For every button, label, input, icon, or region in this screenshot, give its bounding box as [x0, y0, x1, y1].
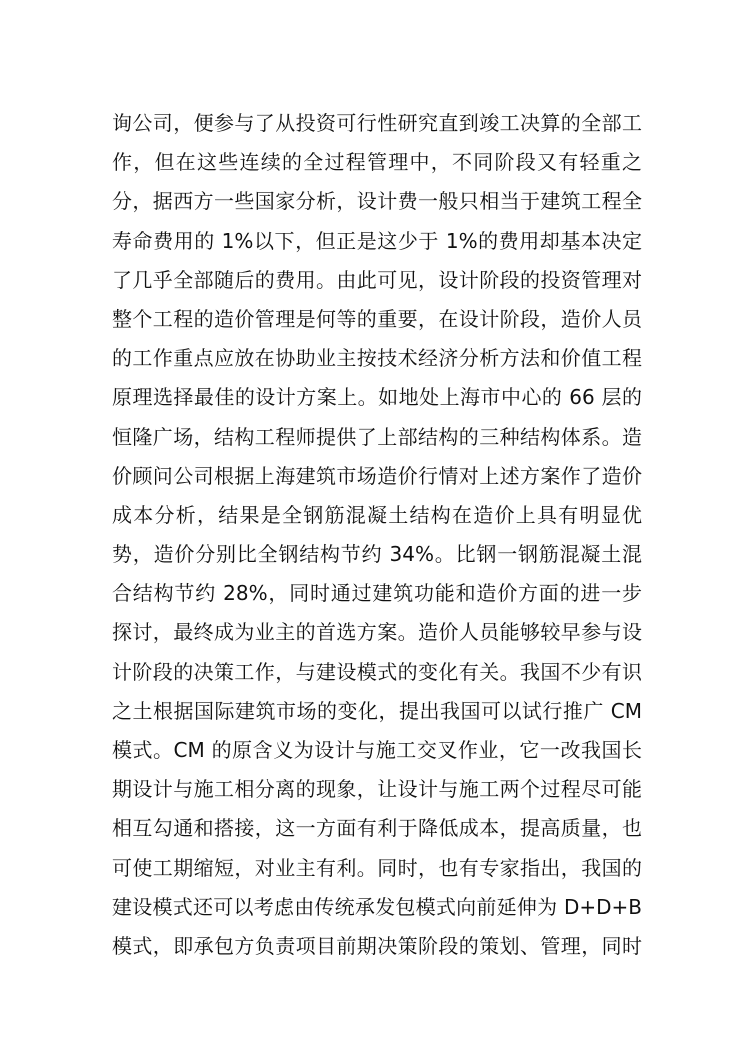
text-line: 相互勾通和搭接，这一方面有利于降低成本，提高质量，也: [112, 816, 642, 841]
text-line: 模式。CM 的原含义为设计与施工交叉作业，它一改我国长: [112, 738, 642, 762]
body-text: [112, 104, 642, 966]
text-line: 询公司，便参与了从投资可行性研究直到竣工决算的全部工: [112, 111, 642, 135]
text-line: 建设模式还可以考虑由传统承发包模式向前延伸为 D+D+B: [112, 894, 642, 919]
text-line: 分，据西方一些国家分析，设计费一般只相当于建筑工程全: [112, 189, 642, 214]
text-line: 之土根据国际建筑市场的变化，提出我国可以试行推广 CM: [112, 698, 642, 723]
text-line: 合结构节约 28%，同时通过建筑功能和造价方面的进一步: [112, 581, 642, 606]
text-line: 恒隆广场，结构工程师提供了上部结构的三种结构体系。造: [112, 424, 642, 449]
text-line: 的工作重点应放在协助业主按技术经济分析方法和价值工程: [112, 346, 642, 371]
text-line: 价顾问公司根据上海建筑市场造价行情对上述方案作了造价: [112, 463, 642, 488]
text-line: 原理选择最佳的设计方案上。如地处上海市中心的 66 层的: [112, 385, 642, 410]
text-line: 计阶段的决策工作，与建设模式的变化有关。我国不少有识: [112, 659, 642, 684]
text-line: 整个工程的造价管理是何等的重要，在设计阶段，造价人员: [112, 306, 642, 331]
text-line: 了几乎全部随后的费用。由此可见，设计阶段的投资管理对: [112, 267, 642, 292]
text-line: 探讨，最终成为业主的首选方案。造价人员能够较早参与设: [112, 620, 642, 645]
text-line: 寿命费用的 1%以下，但正是这少于 1%的费用却基本决定: [112, 228, 642, 253]
text-line: 作，但在这些连续的全过程管理中，不同阶段又有轻重之: [112, 150, 642, 175]
text-line: 模式，即承包方负责项目前期决策阶段的策划、管理，同时: [112, 933, 642, 958]
text-line: 期设计与施工相分离的现象，让设计与施工两个过程尽可能: [112, 777, 642, 802]
text-line: 势，造价分别比全钢结构节约 34%。比钢一钢筋混凝土混: [112, 542, 642, 567]
text-line: 可使工期缩短，对业主有利。同时，也有专家指出，我国的: [112, 855, 642, 880]
text-line: 成本分析，结果是全钢筋混凝土结构在造价上具有明显优: [112, 502, 642, 527]
